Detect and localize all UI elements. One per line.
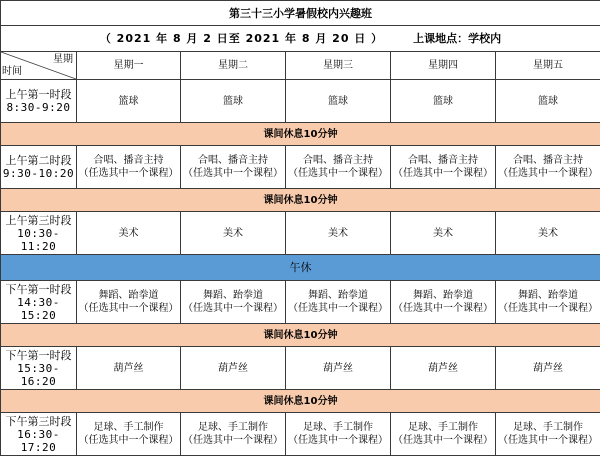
time-cell: [1, 80, 77, 123]
course-name: 舞蹈、跆拳道: [518, 290, 578, 301]
course-name: 篮球: [328, 95, 348, 107]
course-name: 足球、手工制作: [513, 422, 583, 433]
table-row: [1, 413, 600, 456]
course-note: （任选其中一个课程）: [393, 303, 493, 314]
course-name: 葫芦丝: [323, 362, 353, 374]
table-row: [1, 212, 600, 255]
lunch-row: [1, 255, 600, 281]
course-cell: [286, 212, 391, 255]
break-row: [1, 324, 600, 347]
period-label: 上午第二时段: [5, 154, 72, 167]
header-row: [1, 52, 600, 80]
table-row: [1, 80, 600, 123]
course-cell: [496, 212, 600, 255]
course-note: （任选其中一个课程）: [393, 168, 493, 179]
day-header-tue: 星期二: [181, 52, 286, 80]
course-name: 美术: [328, 227, 348, 239]
course-name: 舞蹈、跆拳道: [413, 290, 473, 301]
table-row: [1, 146, 600, 189]
time-cell: [1, 347, 77, 390]
time-cell: [1, 281, 77, 324]
course-cell: [181, 281, 286, 324]
course-cell: [77, 80, 181, 123]
table-row: [1, 281, 600, 324]
break-row: [1, 123, 600, 146]
course-name: 合唱、播音主持: [93, 155, 164, 166]
course-note: （任选其中一个课程）: [78, 435, 179, 446]
subtitle-row: [1, 26, 600, 52]
course-cell: [496, 413, 600, 456]
time-cell: [1, 146, 77, 189]
course-name: 舞蹈、跆拳道: [98, 290, 159, 301]
course-cell: [77, 347, 181, 390]
course-name: 篮球: [118, 95, 139, 107]
subtitle-cell: [1, 26, 600, 52]
course-cell: [77, 281, 181, 324]
course-note: （任选其中一个课程）: [78, 303, 179, 314]
course-name: 合唱、播音主持: [513, 155, 583, 166]
corner-weekday-label: 星期: [53, 54, 73, 65]
course-name: 篮球: [538, 95, 558, 107]
course-name: 足球、手工制作: [303, 422, 373, 433]
course-name: 舞蹈、跆拳道: [203, 290, 263, 301]
course-cell: [77, 146, 181, 189]
course-name: 美术: [433, 227, 453, 239]
course-name: 足球、手工制作: [93, 422, 164, 433]
course-name: 足球、手工制作: [198, 422, 268, 433]
course-note: （任选其中一个课程）: [183, 303, 283, 314]
course-name: 葫芦丝: [218, 362, 248, 374]
course-note: （任选其中一个课程）: [393, 435, 493, 446]
day-header-fri: 星期五: [496, 52, 600, 80]
course-cell: [77, 212, 181, 255]
time-range: 14:30-15:20: [17, 295, 60, 322]
course-cell: [286, 146, 391, 189]
course-note: （任选其中一个课程）: [78, 168, 179, 179]
date-range: （ 2021 年 8 月 2 日至 2021 年 8 月 20 日 ）: [99, 32, 384, 45]
course-cell: [496, 347, 600, 390]
course-cell: [391, 146, 496, 189]
course-cell: [286, 281, 391, 324]
period-label: 下午第三时段: [5, 414, 72, 428]
time-range: 8:30-9:20: [6, 101, 71, 114]
break-label: 课间休息10分钟: [1, 123, 600, 146]
location: 上课地点：学校内: [413, 32, 502, 45]
course-cell: [496, 281, 600, 324]
page-title: 第三十三小学暑假校内兴趣班: [1, 1, 600, 26]
break-label: 课间休息10分钟: [1, 189, 600, 212]
time-range: 9:30-10:20: [2, 167, 75, 180]
break-row: [1, 390, 600, 413]
course-cell: [181, 212, 286, 255]
course-cell: [181, 146, 286, 189]
course-name: 美术: [538, 227, 558, 239]
course-name: 葫芦丝: [533, 362, 563, 374]
course-name: 葫芦丝: [113, 362, 144, 374]
course-cell: [391, 281, 496, 324]
time-range: 16:30-17:20: [17, 427, 60, 454]
time-range: 10:30-11:20: [17, 226, 60, 253]
period-label: 下午第一时段: [5, 282, 72, 296]
course-name: 美术: [223, 227, 243, 239]
period-label: 上午第一时段: [5, 88, 72, 101]
course-name: 篮球: [433, 95, 453, 107]
break-label: 课间休息10分钟: [1, 324, 600, 347]
course-cell: [496, 80, 600, 123]
course-name: 合唱、播音主持: [198, 155, 268, 166]
time-cell: [1, 413, 77, 456]
course-name: 合唱、播音主持: [303, 155, 373, 166]
course-note: （任选其中一个课程）: [498, 168, 598, 179]
course-cell: [391, 212, 496, 255]
course-cell: [181, 80, 286, 123]
course-name: 美术: [118, 227, 139, 239]
course-name: 篮球: [223, 95, 243, 107]
period-label: 下午第一时段: [5, 348, 72, 362]
course-note: （任选其中一个课程）: [288, 435, 388, 446]
corner-time-label: 时间: [2, 66, 22, 77]
course-cell: [286, 347, 391, 390]
course-name: 合唱、播音主持: [408, 155, 478, 166]
course-name: 舞蹈、跆拳道: [308, 290, 368, 301]
time-range: 15:30-16:20: [17, 361, 60, 388]
table-row: [1, 347, 600, 390]
course-cell: [181, 347, 286, 390]
course-note: （任选其中一个课程）: [498, 435, 598, 446]
course-cell: [286, 413, 391, 456]
course-cell: [391, 413, 496, 456]
time-cell: [1, 212, 77, 255]
break-row: [1, 189, 600, 212]
course-note: （任选其中一个课程）: [498, 303, 598, 314]
day-header-thu: 星期四: [391, 52, 496, 80]
course-cell: [181, 413, 286, 456]
course-name: 葫芦丝: [428, 362, 458, 374]
day-header-mon: 星期一: [77, 52, 181, 80]
course-note: （任选其中一个课程）: [288, 303, 388, 314]
course-note: （任选其中一个课程）: [183, 435, 283, 446]
title-row: [1, 1, 600, 26]
break-label: 课间休息10分钟: [1, 390, 600, 413]
lunch-label: 午休: [1, 255, 600, 281]
course-cell: [286, 80, 391, 123]
course-cell: [77, 413, 181, 456]
course-cell: [391, 80, 496, 123]
day-header-wed: 星期三: [286, 52, 391, 80]
period-label: 上午第三时段: [5, 213, 72, 227]
course-name: 足球、手工制作: [408, 422, 478, 433]
course-cell: [391, 347, 496, 390]
course-note: （任选其中一个课程）: [183, 168, 283, 179]
course-note: （任选其中一个课程）: [288, 168, 388, 179]
course-cell: [496, 146, 600, 189]
corner-cell: [1, 52, 77, 80]
